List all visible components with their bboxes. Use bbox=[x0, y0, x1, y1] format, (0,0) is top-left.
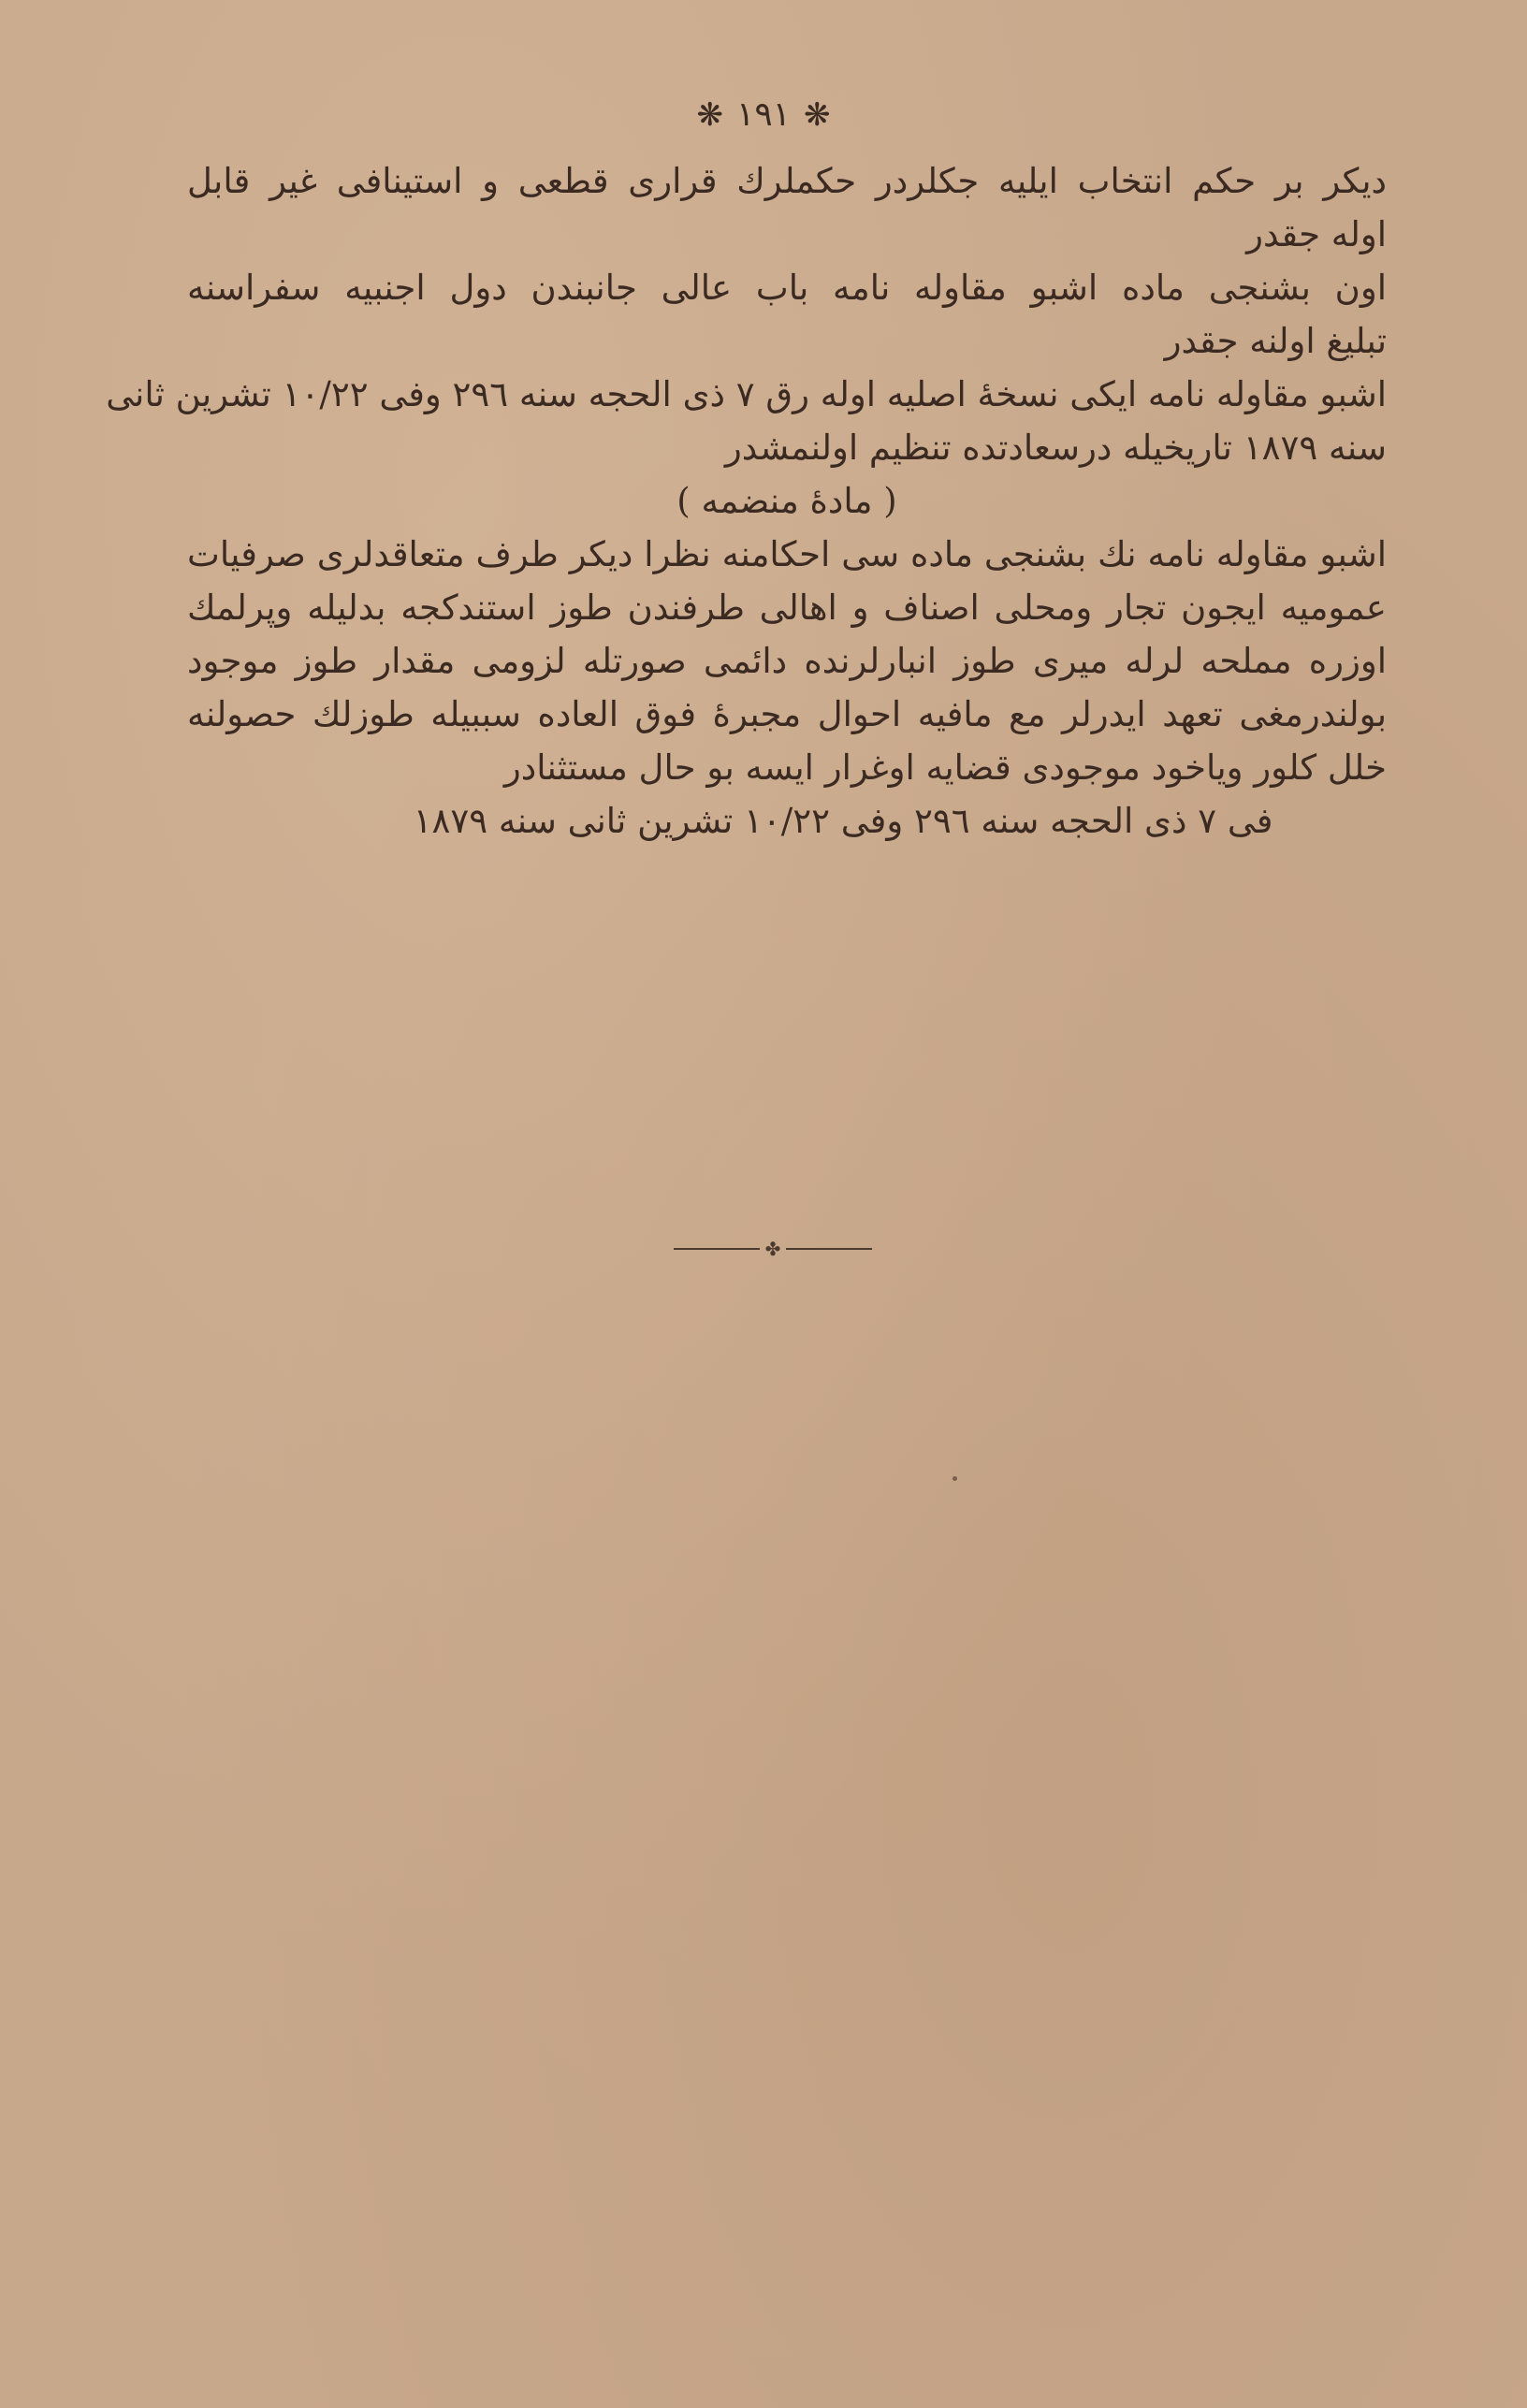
ornament-right-icon: ❋ bbox=[804, 96, 831, 134]
paper-speck bbox=[953, 1476, 957, 1481]
page-header bbox=[0, 92, 1527, 138]
page-number: ١٩١ bbox=[735, 95, 791, 134]
text-line: عمومیه ایجون تجار ومحلی اصناف و اهالی طرفندن طوز استندکجه بدلیله وپرلمك bbox=[187, 587, 1387, 628]
section-heading: ( مادهٔ منضمه ) bbox=[676, 481, 897, 521]
text-line: اشبو مقاوله نامه نك بشنجی ماده سی احکامنه نظرا دیکر طرف متعاقدلری صرفیات bbox=[187, 534, 1387, 574]
text-line: خلل کلور ویاخود موجودی قضایه اوغرار ایسه بو حال مستثنادر bbox=[503, 747, 1387, 788]
text-line: اون بشنجی ماده اشبو مقاوله نامه باب عالی جانبندن دول اجنبیه سفراسنه bbox=[187, 268, 1387, 308]
text-line: اوزره مملحه لرله میری طوز انبارلرنده دائمی صورتله لزومی مقدار طوز موجود bbox=[187, 641, 1387, 681]
text-line: بولندرمغی تعهد ایدرلر مع مافیه احوال مجبرهٔ فوق العاده سببیله طوزلك حصولنه bbox=[187, 694, 1387, 734]
date-line: فی ٧ ذی الحجه سنه ٢٩٦ وفی ١٠/٢٢ تشرین ثانی سنه ١٨٧٩ bbox=[413, 801, 1273, 841]
text-line: تبلیغ اولنه جقدر bbox=[1164, 321, 1387, 361]
divider-ornament-icon: ✤ bbox=[764, 1238, 781, 1260]
document-body bbox=[106, 154, 1387, 848]
end-divider bbox=[674, 1240, 872, 1258]
text-line: سنه ١٨٧٩ تاریخیله درسعادتده تنظیم اولنمشدر bbox=[724, 428, 1387, 468]
ornament-left-icon: ❋ bbox=[696, 96, 723, 134]
divider-rule bbox=[674, 1248, 760, 1250]
text-line: اشبو مقاوله نامه ایکی نسخهٔ اصلیه اوله رق ٧ ذی الحجه سنه ٢٩٦ وفی ١٠/٢٢ تشرین ثانی bbox=[106, 374, 1387, 414]
text-line: اوله جقدر bbox=[1246, 214, 1387, 254]
text-line: دیکر بر حکم انتخاب ایلیه جکلردر حکملرك قراری قطعی و استینافی غیر قابل bbox=[187, 161, 1387, 201]
divider-rule bbox=[786, 1248, 872, 1250]
